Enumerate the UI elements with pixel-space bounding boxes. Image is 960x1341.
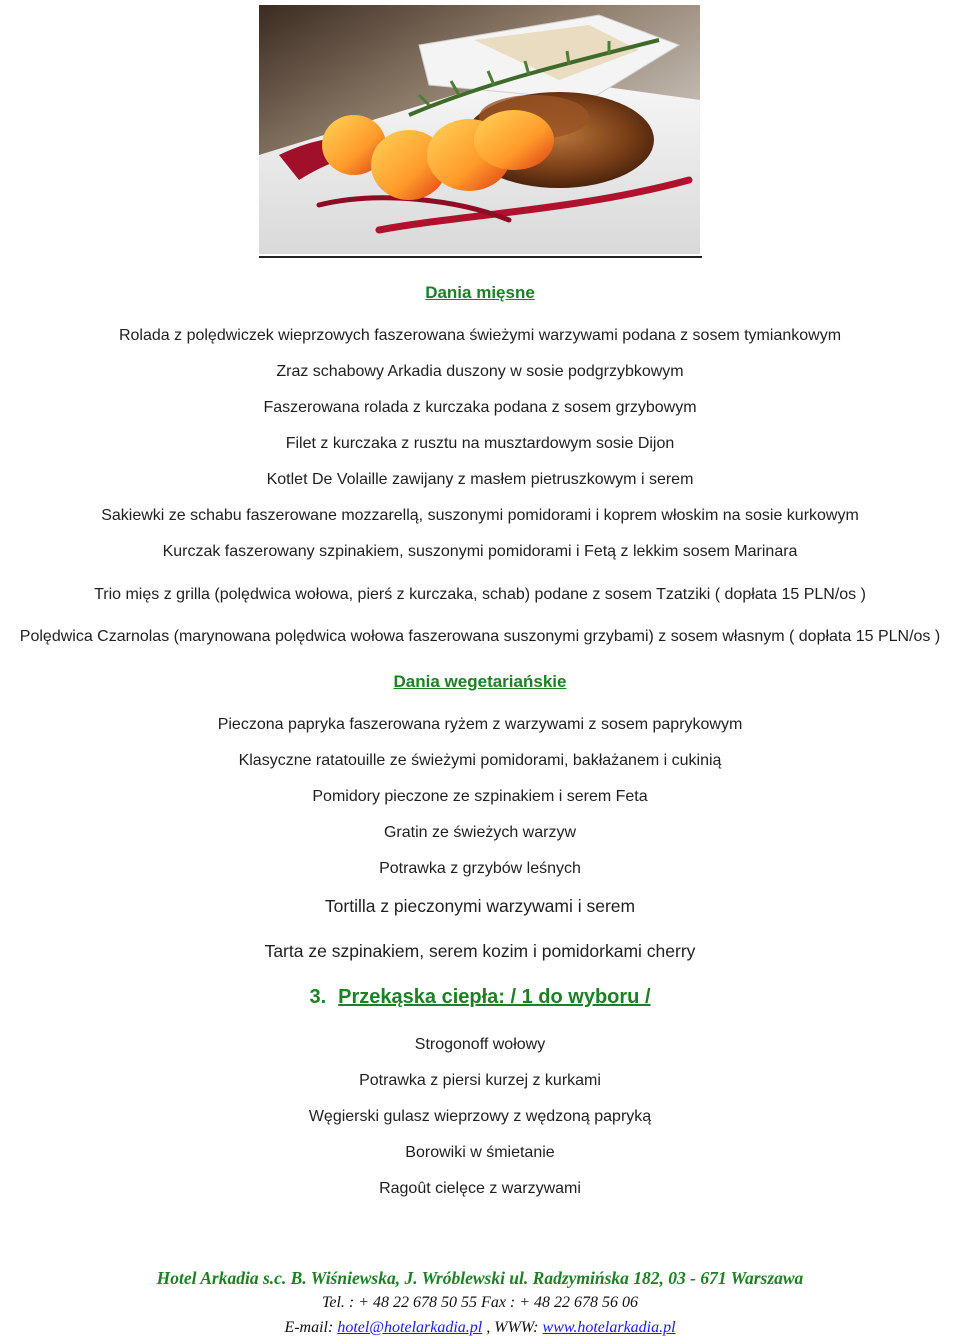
section-number: 3. [309,986,327,1008]
menu-item: Trio mięs z grilla (polędwica wołowa, pierś z kurczaka, schab) podane z sosem Tzatziki ( dopłata 15 PLN/os ) [94,586,866,603]
menu-item: Filet z kurczaka z rusztu na musztardowym sosie Dijon [285,435,675,452]
email-label: E-mail: [284,1319,338,1336]
section-heading-text: Przekąska ciepła: / 1 do wyboru / [338,986,651,1008]
footer-contact [0,1319,960,1337]
menu-item: Polędwica Czarnolas (marynowana polędwica wołowa faszerowana suszonymi grzybami) z sosem własnym ( dopłata 15 PLN/os ) [19,628,941,645]
plated-meat-dish-photo [259,5,700,254]
menu-item: Kotlet De Volaille zawijany z masłem pietruszkowym i serem [266,471,694,488]
section-heading-warm-appetizer [0,986,960,1009]
menu-item: Tortilla z pieczonymi warzywami i serem [324,896,636,916]
menu-item: Faszerowana rolada z kurczaka podana z sosem grzybowym [263,399,697,416]
footer-address: Hotel Arkadia s.c. B. Wiśniewska, J. Wróblewski ul. Radzymińska 182, 03 - 671 Warszawa [156,1268,804,1288]
menu-item: Pieczona papryka faszerowana ryżem z warzywami z sosem paprykowym [217,716,743,733]
email-link[interactable]: hotel@hotelarkadia.pl [337,1319,483,1336]
menu-item: Zraz schabowy Arkadia duszony w sosie podgrzybkowym [276,363,684,380]
menu-item: Potrawka z piersi kurzej z kurkami [359,1072,601,1089]
section-heading-vegetarian: Dania wegetariańskie [393,672,567,691]
menu-item: Borowiki w śmietanie [405,1144,555,1161]
www-label: , WWW: [482,1319,543,1336]
photo-divider [259,256,702,258]
menu-item: Węgierski gulasz wieprzowy z wędzoną papryką [308,1108,652,1125]
section-heading-meat: Dania mięsne [425,283,535,302]
footer-phone-fax: Tel. : + 48 22 678 50 55 Fax : + 48 22 678 56 06 [321,1294,639,1311]
menu-item: Gratin ze świeżych warzyw [383,824,577,841]
menu-item: Potrawka z grzybów leśnych [379,860,581,877]
menu-item: Klasyczne ratatouille ze świeżymi pomidorami, bakłażanem i cukinią [238,752,722,769]
website-link[interactable]: www.hotelarkadia.pl [542,1319,676,1336]
menu-item: Sakiewki ze schabu faszerowane mozzarellą, suszonymi pomidorami i koprem włoskim na sosie kurkowym [101,507,859,524]
menu-item: Tarta ze szpinakiem, serem kozim i pomidorkami cherry [264,941,696,961]
menu-item: Strogonoff wołowy [414,1036,546,1053]
menu-item: Pomidory pieczone ze szpinakiem i serem Feta [312,788,648,805]
menu-item: Ragoût cielęce z warzywami [379,1180,581,1197]
menu-item: Kurczak faszerowany szpinakiem, suszonymi pomidorami i Fetą z lekkim sosem Marinara [162,543,798,560]
menu-item: Rolada z polędwiczek wieprzowych faszerowana świeżymi warzywami podana z sosem tymiankowym [118,327,842,344]
